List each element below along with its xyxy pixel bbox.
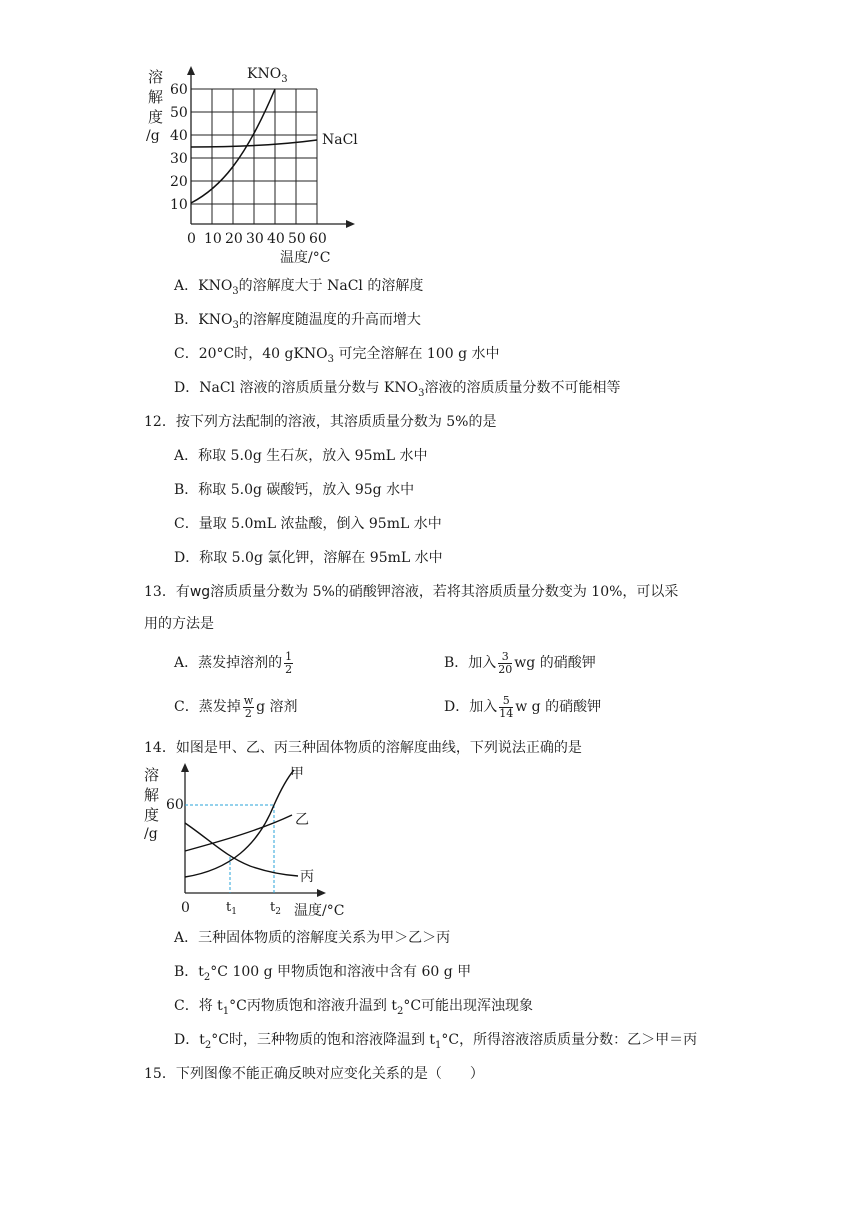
q14-option-c: C．将 $t_1^\circ C$丙物质饱和溶液升温到 $t_2^\circ C$可能出现浑浊现象 [174, 998, 534, 1017]
y-axis-label-1: 溶 [144, 766, 160, 784]
q13-option-c: C．蒸发掉 $\frac{w}{2}$ g 溶剂 [174, 693, 298, 720]
y-axis-label-1: 溶 [148, 68, 164, 86]
x-tick-60: 60 [309, 231, 327, 247]
yi-label: 乙 [295, 812, 309, 828]
q12-option-d: D．称取 5.0g 氯化钾，溶解在 95mL 水中 [174, 550, 443, 566]
y-tick-30: 30 [170, 151, 188, 167]
yi-curve [185, 815, 292, 851]
x-tick-40: 40 [267, 231, 285, 247]
q14-stem: 14．如图是甲、乙、丙三种固体物质的溶解度曲线，下列说法正确的是 [144, 740, 582, 756]
kno3-label: $KNO_3$ [247, 66, 288, 85]
y-tick-60: 60 [170, 82, 188, 98]
q12-option-a: A．称取 5.0g 生石灰，放入 95mL 水中 [174, 448, 428, 464]
jia-label: 甲 [290, 766, 304, 782]
y-axis-label-2: 解 [144, 786, 160, 804]
y-axis-arrow [187, 66, 195, 75]
y-axis-label-3: 度 [148, 108, 164, 126]
q12-option-b: B．称取 5.0g 碳酸钙，放入 95g 水中 [174, 482, 415, 498]
q13-stem-line2: 用的方法是 [144, 616, 214, 632]
q12-stem: 12．按下列方法配制的溶液，其溶质质量分数为 5%的是 [144, 414, 497, 430]
y-axis-label-3: 度 [144, 806, 160, 824]
fraction: $\frac{5}{14}$ [499, 693, 514, 720]
bing-label: 丙 [300, 869, 314, 885]
grid [191, 89, 317, 224]
x-axis-label: 温度/°C [280, 250, 331, 266]
q15-stem: 15．下列图像不能正确反映对应变化关系的是（ ） [144, 1066, 484, 1082]
x-axis-arrow [346, 220, 355, 228]
q14-option-b: B．$t_2^\circ C$ 100 g 甲物质饱和溶液中含有 60 g 甲 [174, 964, 472, 983]
x-axis-arrow [317, 889, 326, 897]
q11-option-d: D．NaCl 溶液的溶质质量分数与 $KNO_3$溶液的溶质质量分数不可能相等 [174, 380, 621, 399]
x-tick-t2: $t_2$ [270, 900, 281, 917]
y-tick-20: 20 [170, 174, 188, 190]
q13-option-a: A．蒸发掉溶剂的 $\frac{1}{2}$ [174, 649, 293, 676]
fraction: $\frac{w}{2}$ [243, 693, 254, 720]
q11-option-b: B．$KNO_3$的溶解度随温度的升高而增大 [174, 312, 421, 331]
x-tick-30: 30 [246, 231, 264, 247]
y-axis-label-4: /g [144, 826, 158, 842]
y-tick-50: 50 [170, 105, 188, 121]
y-tick-60: 60 [166, 797, 184, 813]
origin-label: 0 [181, 900, 190, 916]
x-axis-label: 温度/°C [294, 903, 345, 919]
x-tick-50: 50 [288, 231, 306, 247]
q13-option-b: B．加入 $\frac{3}{20}$ wg 的硝酸钾 [444, 649, 596, 676]
solubility-chart-jia-yi-bing [140, 760, 360, 925]
y-tick-40: 40 [170, 128, 188, 144]
q14-option-a: A．三种固体物质的溶解度关系为甲＞乙＞丙 [174, 930, 451, 946]
fraction: $\frac{3}{20}$ [498, 649, 513, 676]
solubility-chart-kno3-nacl [140, 60, 380, 270]
q14-option-d: D．$t_2^\circ C$时，三种物质的饱和溶液降温到 $t_1^\circ C$，所得溶液溶质质量分数：乙＞甲＝丙 [174, 1032, 698, 1051]
nacl-label: NaCl [322, 132, 358, 148]
q11-option-c: C．20°C时，40 gKNO$_3$ 可完全溶解在 100 g 水中 [174, 346, 500, 365]
q13-stem-line1: 13．有wg溶质质量分数为 5%的硝酸钾溶液，若将其溶质质量分数变为 10%，可以采 [144, 584, 679, 600]
bing-curve [185, 823, 298, 876]
x-tick-0: 0 [187, 231, 196, 247]
x-tick-t1: $t_1$ [226, 900, 237, 917]
x-tick-20: 20 [225, 231, 243, 247]
fraction: $\frac{1}{2}$ [285, 649, 293, 676]
x-tick-10: 10 [204, 231, 222, 247]
q13-option-d: D．加入 $\frac{5}{14}$ w g 的硝酸钾 [444, 693, 602, 720]
y-axis-arrow [181, 763, 189, 772]
q12-option-c: C．量取 5.0mL 浓盐酸，倒入 95mL 水中 [174, 516, 442, 532]
y-tick-10: 10 [170, 197, 188, 213]
y-axis-label-2: 解 [148, 88, 164, 106]
q11-option-a: A．$KNO_3$的溶解度大于 NaCl 的溶解度 [174, 278, 424, 297]
y-axis-label-4: /g [146, 128, 160, 144]
